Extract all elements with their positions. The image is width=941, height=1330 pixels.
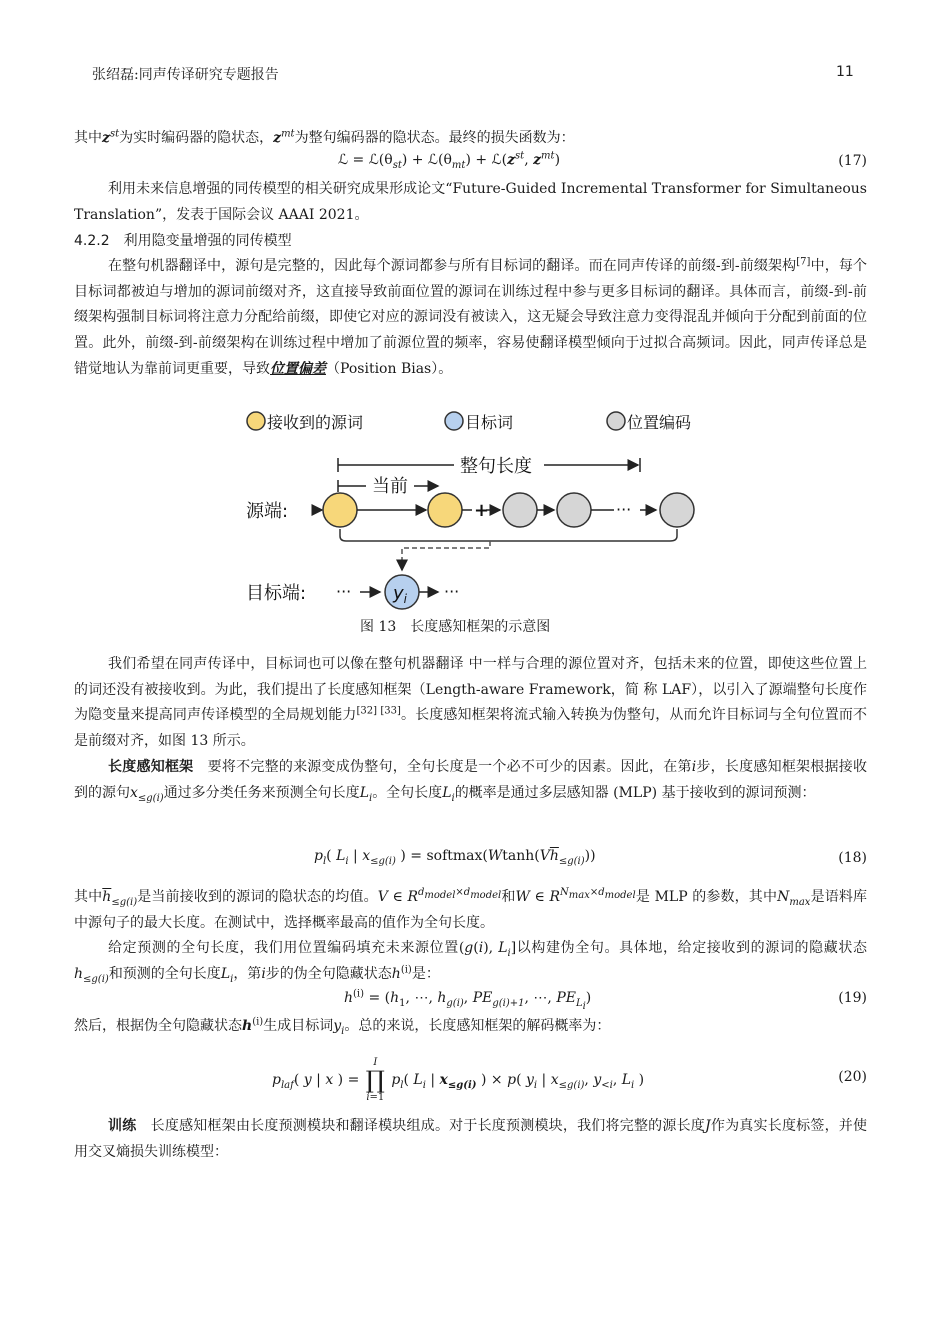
equation-number: (20) <box>838 1069 867 1085</box>
legend-target-marker <box>445 412 463 430</box>
text-line: 然后，根据伪全句隐藏状态$h^{(i)}$生成目标词$y_i$。总的来说，长度感知框架的解码概率为： <box>74 1016 611 1037</box>
legend-target-label: 目标词 <box>465 413 514 432</box>
figure-caption: 图 13 长度感知框架的示意图 <box>360 619 551 635</box>
section-heading: 4.2.2 利用隐变量增强的同传模型 <box>74 233 292 249</box>
equation-number: (18) <box>838 850 867 866</box>
source-word-node <box>323 493 357 527</box>
target-word-label: $y_i$ <box>393 583 407 606</box>
legend-source-label: 接收到的源词 <box>267 413 364 432</box>
dashed-connector <box>402 541 490 570</box>
figure-13 <box>230 402 710 612</box>
equation-17: ℒ = $ℒ(\theta_{st})$ + $ℒ(\theta_{mt})$ + $ℒ(z^{st}$, $z^{mt}$) <box>338 150 561 171</box>
position-encoding-node <box>557 493 591 527</box>
page-number: 11 <box>836 64 854 80</box>
ellipsis: ··· <box>336 582 352 601</box>
source-word-node <box>428 493 462 527</box>
equation-number: (19) <box>838 990 867 1006</box>
paragraph: 我们希望在同声传译中，目标词也可以像在整句机器翻译 中一样与合理的源位置对齐，包括未来的位置，即使这些位置上的词还没有被接收到。为此，我们提出了长度感知框架（Length-aware Framework，简 称 LAF），以引入了源端整句长度作为隐变量来提高同声传译模型的全局规划能力[32] [33]。长度感知框架将流式输入转换为伪整句，从而允许目标词与全句位置而不是前缀对齐，如图 13 所示。 <box>74 656 868 750</box>
equation-20: $p_{laf}$( y | x ) = I ∏ i=1 $p_l$( $L_i$ | $x_{\le g(i)}$ ) × p( $y_i$ | $x_{\le g(i)}$, $y_{<i}$, $L_i$ ) <box>272 1057 645 1103</box>
legend-position-marker <box>607 412 625 430</box>
brace <box>340 529 677 541</box>
text-line: 其中$z^{st}$为实时编码器的隐状态，$z^{mt}$为整句编码器的隐状态。最终的损失函数为： <box>74 128 575 146</box>
paragraph: 利用未来信息增强的同传模型的相关研究成果形成论文“Future-Guided Incremental Transformer for Simultaneous Translation”，发表于国际会议 AAAI 2021。 <box>74 181 867 223</box>
running-header: 张绍磊:同声传译研究专题报告 <box>92 67 279 83</box>
target-label: 目标端: <box>246 583 307 604</box>
paragraph: 其中$\overline{h}_{\le g(i)}$是当前接收到的源词的隐状态的均值。V ∈ $R^{d_{model}\times d_{model}}$和W ∈ $R^{N_{max}\times d_{model}}$是 MLP 的参数，其中$N_{max}$是语料库中源句子的最大长度。在测试中，选择概率最高的值作为全句长度。 <box>74 887 868 931</box>
source-label: 源端: <box>246 501 289 522</box>
ellipsis: ··· <box>616 500 632 519</box>
position-encoding-node <box>503 493 537 527</box>
equation-number: (17) <box>838 153 867 169</box>
plus-sign: + <box>474 500 490 521</box>
paragraph: 训练 长度感知框架由长度预测模块和翻译模块组成。对于长度预测模块，我们将完整的源长度J作为真实长度标签，并使用交叉熵损失训练模型： <box>74 1118 868 1160</box>
position-encoding-node <box>660 493 694 527</box>
equation-19: $h^{(i)} = (h_1$, ⋯, $h_{g(i)}$, $PE_{g(i)+1}$, ⋯, $PE_{L_i}$) <box>344 988 592 1012</box>
legend-source-marker <box>247 412 265 430</box>
ellipsis: ··· <box>444 582 460 601</box>
current-label: 当前 <box>372 476 408 497</box>
paragraph: 长度感知框架 要将不完整的来源变成伪整句，全句长度是一个必不可少的因素。因此，在第i步，长度感知框架根据接收到的源句$x_{\le g(i)}$通过多分类任务来预测全句长度$L_i$。全句长度$L_i$的概率是通过多层感知器 (MLP) 基于接收到的源词预测： <box>74 759 868 804</box>
full-length-label: 整句长度 <box>460 456 532 477</box>
paragraph: 给定预测的全句长度，我们用位置编码填充未来源位置(g(i), $L_i$]以构建伪全句。具体地，给定接收到的源词的隐藏状态$h_{\le g(i)}$和预测的全句长度$L_i$，第i步的伪全句隐藏状态$h^{(i)}$是： <box>74 940 867 985</box>
paragraph: 在整句机器翻译中，源句是完整的，因此每个源词都参与所有目标词的翻译。而在同声传译的前缀-到-前缀架构[7]中，每个目标词都被迫与增加的源词前缀对齐，这直接导致前面位置的源词在训练过程中参与更多目标词的翻译。具体而言，前缀-到-前缀架构强制目标词将注意力分配给前缀，即使它对应的源词没有被读入，这无疑会导致注意力变得混乱并倾向于分配到前面的位置。此外，前缀-到-前缀架构在训练过程中增加了前源位置的频率，容易使翻译模型倾向于过拟合高频词。因此，同声传译总是错觉地认为靠前词更重要，导致位置偏差（Position Bias）。 <box>74 256 867 377</box>
legend-position-label: 位置编码 <box>627 413 692 432</box>
equation-18: $p_l$( $L_i$ | $x_{\le g(i)}$ ) = $softmax(Wtanh(V\overline{h}_{\le g(i)}))$ <box>314 848 596 867</box>
